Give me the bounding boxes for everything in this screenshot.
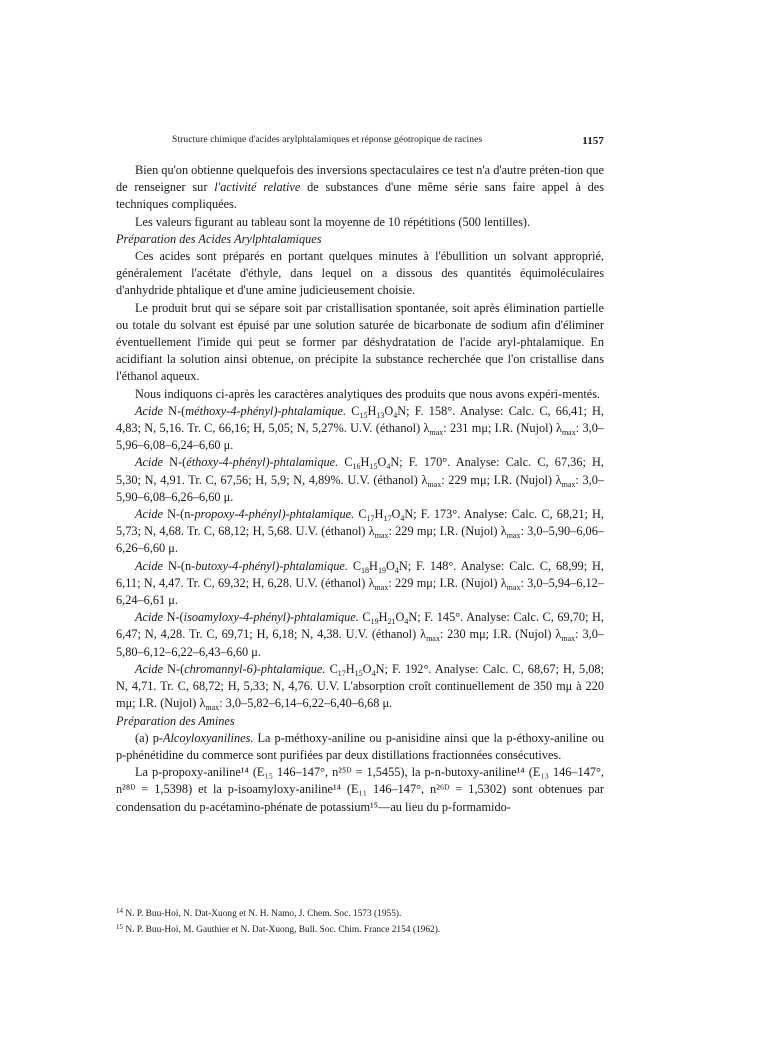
section-heading-acids: Préparation des Acides Arylphtalamiques — [116, 231, 322, 246]
acids-paragraph-2: Le produit brut qui se sépare soit par cristallisation spontanée, soit après élimination partielle ou totale du solvant est épuisé par une solution saturée de bicarbonate de sodium afin d'éliminer éventuellement l'imide qui peut se former par déshydratation de l'acide aryl-phtalamique. En acidifiant la solution ainsi obtenue, on précipite la substance recherchée que l'on cristallise dans l'éthanol aqueux. — [116, 300, 604, 384]
acids-paragraph-3: Nous indiquons ci-après les caractères analytiques des produits que nous avons expéri-mentés. — [135, 386, 601, 401]
footnote-15: $^{15}$ N. P. Buu-Hoï, M. Gauthier et N. Dat-Xuong, Bull. Soc. Chim. France 2154 (1962). — [116, 923, 441, 935]
compound-entry: Acide N-(n-butoxy-4-phényl)-phtalamique. $C_{18}H_{19}O_4N$; F. 148°. Analyse: Calc. C, 68,99; H, 6,11; N, 4,47. Tr. C, 69,32; H, 6,28. U.V. (éthanol) $\lambda_{max}$: 229 mμ; I.R. (Nujol) $\lambda_{max}$: 3,0–5,94–6,12–6,24–6,61 μ. — [116, 558, 604, 608]
compound-entry: Acide N-(n-propoxy-4-phényl)-phtalamique. $C_{17}H_{17}O_4N$; F. 173°. Analyse: Calc. C, 68,21; H, 5,73; N, 4,68. Tr. C, 68,12; H, 5,68. U.V. (éthanol) $\lambda_{max}$: 229 mμ; I.R. (Nujol) $\lambda_{max}$: 3,0–5,90–6,06–6,26–6,60 μ. — [116, 507, 605, 556]
running-title: Structure chimique d'acides arylphtalamiques et réponse géotropique de racines — [172, 135, 483, 145]
acids-paragraph-1: Ces acides sont préparés en portant quelques minutes à l'ébullition un solvant approprié, généralement l'acétate d'éthyle, dans lequel on a dissous des quantités équimoléculaires d'anhydride phtalique et d'une amine judicieusement choisie. — [116, 249, 604, 298]
footnote-14: $^{14}$ N. P. Buu-Hoï, N. Dat-Xuong et N. H. Namo, J. Chem. Soc. 1573 (1955). — [116, 907, 402, 919]
intro-paragraph-1: Bien qu'on obtienne quelquefois des inversions spectaculaires ce test n'a d'autre préten-tion que de renseigner sur l'activité relative de substances d'une même série sans faire appel à des techniques compliquées. — [116, 163, 604, 212]
section-heading-amines: Préparation des Amines — [116, 713, 235, 728]
compound-entry: Acide N-(méthoxy-4-phényl)-phtalamique. $C_{15}H_{13}O_4N$; F. 158°. Analyse: Calc. C, 66,41; H, 4,83; N, 5,16. Tr. C, 66,16; H, 5,05; N, 5,27%. U.V. (éthanol) $\lambda_{max}$: 231 mμ; I.R. (Nujol) $\lambda_{max}$: 3,0–5,96–6,08–6,24–6,60 μ. — [116, 403, 605, 453]
compound-entry: Acide N-(éthoxy-4-phényl)-phtalamique. $C_{16}H_{15}O_4N$; F. 170°. Analyse: Calc. C, 67,36; H, 5,30; N, 4,91. Tr. C, 67,56; H, 5,9; N, 4,89%. U.V. (éthanol) $\lambda_{max}$: 229 mμ; I.R. (Nujol) $\lambda_{max}$: 3,0–5,90–6,08–6,26–6,60 μ. — [116, 455, 605, 504]
compound-entry: Acide N-(isoamyloxy-4-phényl)-phtalamique. $C_{19}H_{21}O_4N$; F. 145°. Analyse: Calc. C, 69,70; H, 6,47; N, 4,28. Tr. C, 69,71; H, 6,18; N, 4,38. U.V. (éthanol) $\lambda_{max}$: 230 mμ; I.R. (Nujol) $\lambda_{max}$: 3,0–5,80–6,12–6,22–6,43–6,60 μ. — [116, 610, 605, 659]
main-text — [116, 162, 604, 816]
amines-paragraph-b: La p-propoxy-aniline¹⁴ (E₁₅ 146–147°, n²⁵ᴰ = 1,5455), la p-n-butoxy-aniline¹⁴ (E₁₃ 146–147°, n²⁸ᴰ = 1,5398) et la p-isoamyloxy-aniline¹⁴ (E₁₁ 146–147°, n²⁶ᴰ = 1,5302) sont obtenues par condensation du p-acétamino-phénate de potassium¹⁵—au lieu du p-formamido- — [116, 765, 604, 814]
compound-list — [116, 403, 604, 713]
intro-paragraph-2: Les valeurs figurant au tableau sont la moyenne de 10 répétitions (500 lentilles). — [135, 214, 531, 229]
running-header — [172, 135, 604, 145]
compound-entry: Acide N-(chromannyl-6)-phtalamique. $C_{17}H_{15}O_4N$; F. 192°. Analyse: Calc. C, 68,67; H, 5,08; N, 4,71. Tr. C, 68,72; H, 5,33; N, 4,76. U.V. L'absorption croît continuellement de 350 mμ à 220 mμ; I.R. (Nujol) $\lambda_{max}$: 3,0–5,82–6,14–6,22–6,40–6,68 μ. — [116, 661, 604, 713]
amines-paragraph-a: (a) p-Alcoyloxyanilines. La p-méthoxy-aniline ou p-anisidine ainsi que la p-éthoxy-aniline ou p-phénétidine du commerce sont purifiées par deux distillations fractionnées consécutives. — [116, 730, 604, 762]
page-number: 1157 — [582, 135, 604, 147]
footnotes — [116, 905, 604, 937]
